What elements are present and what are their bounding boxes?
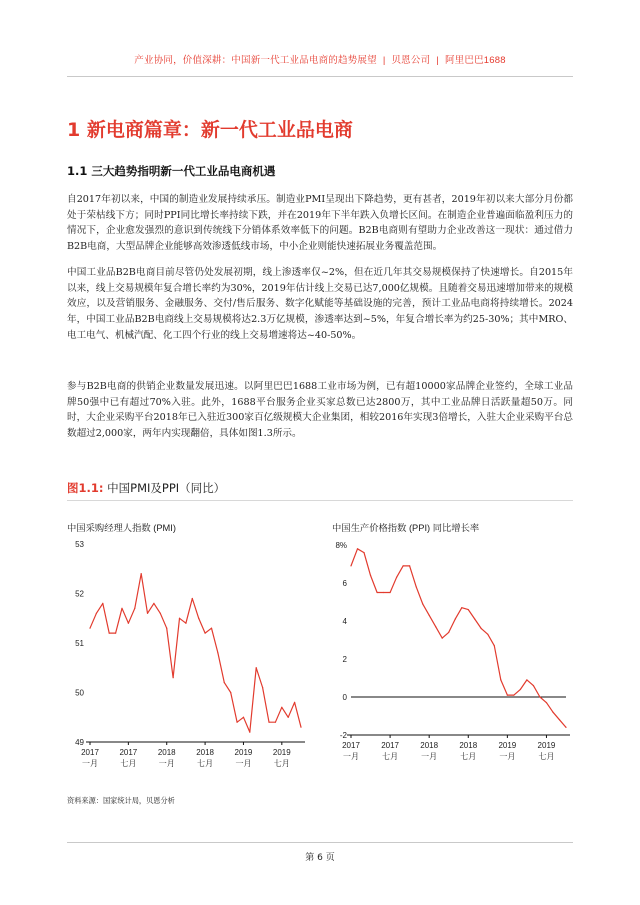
- figure-rule: [67, 500, 573, 501]
- y-tick-label: 2: [342, 655, 347, 664]
- body-paragraph: 中国工业品B2B电商目前尽管仍处发展初期，线上渗透率仅~2%，但在近几年其交易规模保持了快速增长。自2015年以来，线上交易规模年复合增长率约为30%，2019年估计线上交易已达7,000亿规模。且随着交易迅速增加带来的规模效应，以及营销服务、金融服务、交付/售后服务、数字化赋能等基础设施的完善，预计工业品电商将持续增长。2024年，中国工业品B2B电商线上交易规模将达2.3万亿规模，渗透率达到~5%，年复合增长率为约25-30%；其中MRO、电工电气、机械汽配、化工四个行业的线上交易增速将达~40-50%。: [67, 267, 573, 341]
- y-tick-label: -2: [339, 731, 347, 740]
- data-point: [474, 619, 475, 620]
- x-tick-label-month: 七月: [120, 759, 137, 768]
- figure-number: 图1.1:: [67, 481, 104, 495]
- data-point: [396, 577, 397, 578]
- x-tick-label-year: 2019: [537, 741, 556, 750]
- header-company: 贝恩公司: [391, 55, 431, 66]
- data-point: [533, 685, 534, 686]
- data-point: [442, 638, 443, 639]
- x-tick-label-year: 2018: [196, 748, 214, 757]
- x-tick-label-year: 2018: [157, 748, 176, 757]
- data-point: [487, 634, 488, 635]
- subsection-title: 1.1 三大趋势指明新一代工业品电商机遇: [67, 164, 276, 178]
- header-partner: 阿里巴巴1688: [444, 55, 506, 66]
- data-point: [121, 608, 122, 609]
- data-point: [448, 632, 449, 633]
- data-point: [256, 667, 257, 668]
- header-separator: |: [436, 55, 439, 66]
- data-point: [153, 603, 154, 604]
- running-header: [0, 52, 640, 66]
- data-point: [403, 565, 404, 566]
- data-point: [224, 682, 225, 683]
- body-paragraph: 自2017年初以来，中国的制造业发展持续承压。制造业PMI呈现出下降趋势，更有甚者，2019年初以来大部分月份都处于荣枯线下方；同时PPI同比增长率持续下跌，并在2019年下半年跌入负增长区间。在制造企业普遍面临盈利压力的情况下，企业愈发强烈的意识到传统线下分销体系效率低下的问题。B2B电商则有望助力企业改善这一现状：通过借力B2B电商，大型品牌企业能够高效渗透低线市场，中小企业则能快速拓展业务覆盖范围。: [67, 194, 573, 253]
- data-point: [179, 618, 180, 619]
- data-point: [141, 573, 142, 574]
- data-point: [96, 613, 97, 614]
- y-tick-label: 49: [75, 738, 84, 747]
- data-point: [416, 586, 417, 587]
- ppi-chart-title: 中国生产价格指数 (PPI) 同比增长率: [332, 523, 480, 533]
- data-point: [429, 615, 430, 616]
- x-tick-label-year: 2017: [81, 748, 99, 757]
- x-tick-label-year: 2017: [119, 748, 138, 757]
- figure-title: 中国PMI及PPI（同比）: [107, 481, 226, 495]
- data-point: [198, 618, 199, 619]
- y-tick-label: 0: [342, 693, 347, 702]
- x-tick-label-month: 七月: [460, 752, 477, 761]
- source-note: 资料来源：国家统计局，贝恩分析: [67, 796, 175, 805]
- data-point: [376, 592, 377, 593]
- x-tick-label-month: 七月: [197, 759, 214, 768]
- body-paragraph: 参与B2B电商的供销企业数量发展迅速。以阿里巴巴1688工业市场为例，已有超10000家品牌企业签约，全球工业品牌50强中已有超过70%入驻。此外，1688平台服务企业买家总数已达2800万，其中工业品牌日活跃量超50万。同时，大企业采购平台2018年已入驻近300家百亿级规模大企业集团，相较2016年实现3倍增长，入驻大企业采购平台总数超过2,000家，两年内实现翻倍，具体如图1.3所示。: [67, 381, 573, 440]
- data-point: [294, 702, 295, 703]
- data-point: [211, 628, 212, 629]
- x-tick-label-month: 七月: [382, 752, 399, 761]
- data-point: [217, 652, 218, 653]
- data-point: [160, 613, 161, 614]
- data-point: [455, 619, 456, 620]
- x-tick-label-month: 一月: [158, 759, 175, 768]
- data-point: [513, 695, 514, 696]
- y-tick-label: 51: [75, 639, 84, 648]
- data-point: [389, 592, 390, 593]
- data-point: [546, 702, 547, 703]
- x-tick-label-month: 七月: [273, 759, 290, 768]
- y-tick-label: 6: [342, 579, 347, 588]
- data-point: [409, 565, 410, 566]
- y-tick-label: 50: [75, 688, 84, 698]
- x-tick-label-month: 一月: [82, 759, 98, 768]
- data-point: [89, 628, 90, 629]
- series-line: [351, 549, 566, 728]
- data-point: [500, 679, 501, 680]
- data-point: [552, 712, 553, 713]
- header-rule: [67, 76, 573, 77]
- x-tick-label-month: 一月: [421, 752, 438, 761]
- data-point: [262, 687, 263, 688]
- header-title: 产业协同，价值深耕：中国新一代工业品电商的趋势展望: [134, 55, 377, 66]
- data-point: [288, 717, 289, 718]
- data-point: [507, 695, 508, 696]
- x-tick-label-year: 2019: [498, 741, 517, 750]
- x-tick-label-year: 2018: [459, 741, 478, 750]
- data-point: [268, 722, 269, 723]
- data-point: [422, 603, 423, 604]
- section-title: 1 新电商篇章：新一代工业品电商: [67, 119, 353, 141]
- y-tick-label: 53: [75, 540, 84, 549]
- data-point: [526, 679, 527, 680]
- data-point: [357, 548, 358, 549]
- data-point: [383, 592, 384, 593]
- data-point: [363, 552, 364, 553]
- x-tick-label-year: 2019: [234, 748, 253, 757]
- data-point: [468, 609, 469, 610]
- data-point: [192, 598, 193, 599]
- data-point: [435, 626, 436, 627]
- data-point: [350, 565, 351, 566]
- series-line: [90, 574, 301, 732]
- data-point: [173, 677, 174, 678]
- data-point: [370, 575, 371, 576]
- data-point: [230, 692, 231, 693]
- data-point: [134, 608, 135, 609]
- x-tick-label-month: 一月: [499, 752, 516, 761]
- x-tick-label-year: 2017: [381, 741, 399, 750]
- data-point: [300, 727, 301, 728]
- data-point: [249, 732, 250, 733]
- data-point: [539, 696, 540, 697]
- figure-caption: [67, 480, 225, 496]
- data-point: [281, 707, 282, 708]
- x-tick-label-year: 2017: [342, 741, 360, 750]
- pmi-line-chart: [60, 530, 315, 775]
- data-point: [236, 722, 237, 723]
- data-point: [204, 633, 205, 634]
- data-point: [109, 633, 110, 634]
- pmi-chart-title: 中国采购经理人指数 (PMI): [67, 523, 176, 533]
- x-tick-label-year: 2018: [420, 741, 439, 750]
- data-point: [494, 645, 495, 646]
- data-point: [559, 719, 560, 720]
- data-point: [185, 623, 186, 624]
- data-point: [147, 613, 148, 614]
- data-point: [102, 603, 103, 604]
- y-tick-label: 52: [75, 589, 84, 599]
- data-point: [166, 628, 167, 629]
- x-tick-label-month: 七月: [538, 752, 555, 761]
- x-tick-label-month: 一月: [343, 752, 359, 761]
- data-point: [565, 727, 566, 728]
- data-point: [461, 607, 462, 608]
- data-point: [275, 722, 276, 723]
- data-point: [481, 628, 482, 629]
- y-tick-label: 8%: [335, 541, 347, 550]
- data-point: [115, 633, 116, 634]
- header-separator: |: [382, 55, 386, 66]
- y-tick-label: 4: [342, 617, 347, 626]
- page-number: 第 6 页: [305, 853, 335, 863]
- x-tick-label-year: 2019: [272, 748, 291, 757]
- ppi-line-chart: [325, 530, 580, 775]
- x-tick-label-month: 一月: [235, 759, 252, 768]
- data-point: [128, 623, 129, 624]
- data-point: [520, 689, 521, 690]
- footer-rule: [67, 842, 573, 843]
- data-point: [243, 717, 244, 718]
